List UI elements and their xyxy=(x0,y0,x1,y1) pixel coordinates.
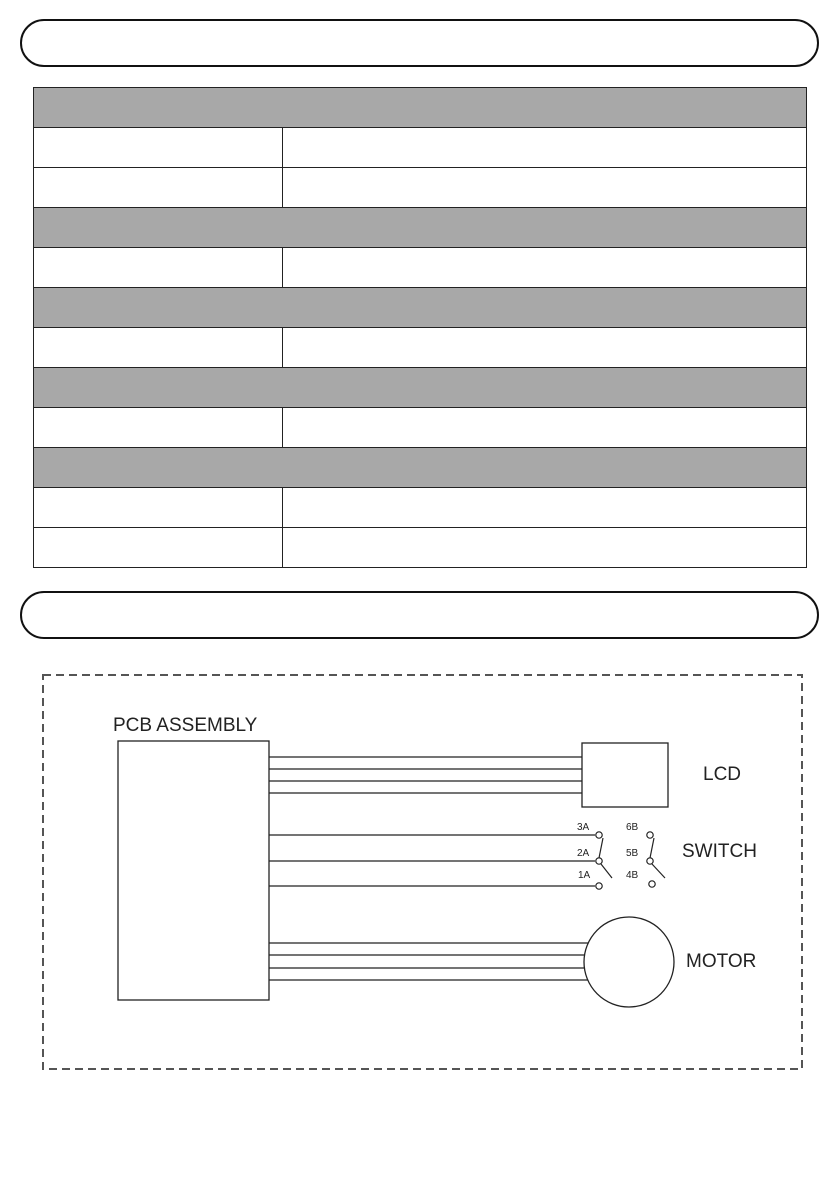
switch-wires xyxy=(269,835,595,886)
terminal-5b-label: 5B xyxy=(626,848,639,859)
switch-contact-6b xyxy=(647,832,653,838)
motor-circle xyxy=(584,917,674,1007)
motor-wires xyxy=(269,943,592,980)
switch-contact-2a xyxy=(596,858,602,864)
terminal-4b-label: 4B xyxy=(626,870,639,881)
terminal-1a-label: 1A xyxy=(578,870,591,881)
terminal-6b-label: 6B xyxy=(626,822,639,833)
lcd-wires xyxy=(269,757,582,793)
terminal-3a-label: 3A xyxy=(577,822,590,833)
motor-label: MOTOR xyxy=(686,951,757,972)
terminal-2a-label: 2A xyxy=(577,848,590,859)
lcd-label: LCD xyxy=(703,764,742,785)
lcd-box xyxy=(582,743,668,807)
switch-contact-1a xyxy=(596,883,602,889)
pcb-assembly-box xyxy=(118,741,269,1000)
switch-contact-3a xyxy=(596,832,602,838)
pcb-assembly-label: PCB ASSEMBLY xyxy=(113,715,258,736)
switch-contact-5b xyxy=(647,858,653,864)
switch-label: SWITCH xyxy=(682,841,757,862)
switch-contact-4b xyxy=(649,881,655,887)
